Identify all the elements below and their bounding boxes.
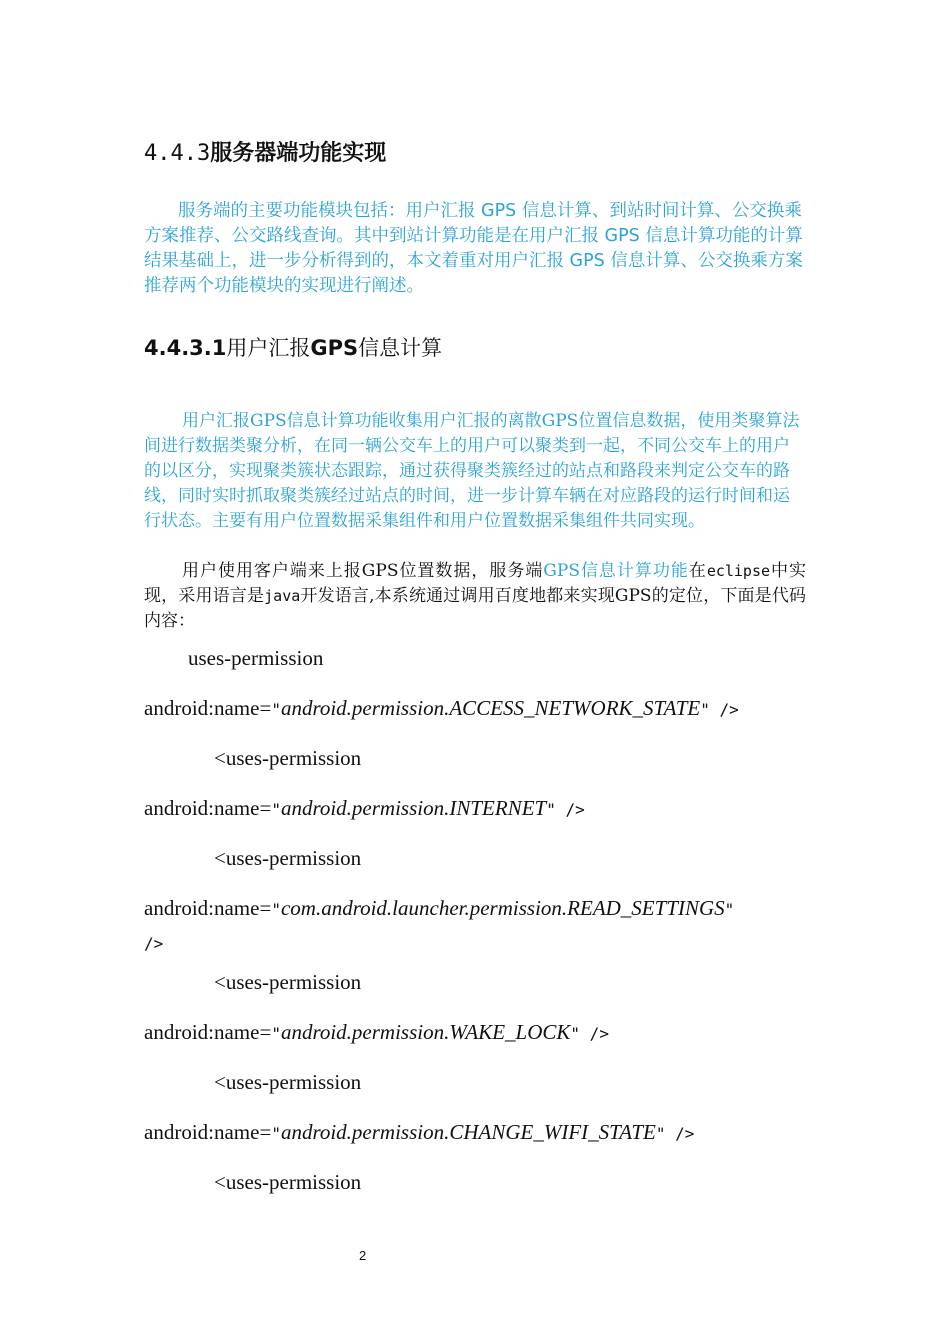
section-heading-4-4-3-1 <box>144 332 442 362</box>
code-attr: android:name= <box>144 696 272 720</box>
code-tag-3: <uses-permission <box>214 846 362 870</box>
code-quote: " <box>271 800 281 819</box>
impl-text-2: 在 <box>688 561 707 581</box>
gps-calc-paragraph: 用户汇报GPS信息计算功能收集用户汇报的离散GPS位置信息数据，使用类聚算法间进行数据类聚分析，在同一辆公交车上的用户可以聚类到一起，不同公交车上的用户的以区分，实现聚类簇状态跟踪，通过获得聚类簇经过的站点和路段来判定公交车的路线，同时实时抓取聚类簇经过站点的时间，进一步计算车辆在对应路段的运行时间和运行状态。主要有用户位置数据采集组件和用户位置数据采集组件共同实现。 <box>144 411 800 531</box>
code-close: /> <box>709 700 739 719</box>
impl-java: java <box>264 587 301 605</box>
code-attr: android:name= <box>144 1120 272 1144</box>
code-close: /> <box>144 934 164 953</box>
intro-paragraph: 服务端的主要功能模块包括：用户汇报 GPS 信息计算、到站时间计算、公交换乘方案推荐、公交路线查询。其中到站计算功能是在用户汇报 GPS 信息计算功能的计算结果基础上，进一步分析得到的，本文着重对用户汇报 GPS 信息计算、公交换乘方案推荐两个功能模块的实现进行阐述。 <box>144 201 803 296</box>
section-heading-4-4-3 <box>144 136 386 167</box>
code-quote: " <box>271 900 281 919</box>
code-quote: " <box>271 700 281 719</box>
code-quote: " <box>570 1024 581 1043</box>
code-attr: android:name= <box>144 1020 272 1044</box>
code-line-4 <box>144 796 585 821</box>
code-line-2 <box>144 696 739 721</box>
code-perm-3: com.android.launcher.permission.READ_SETTINGS <box>280 896 725 920</box>
impl-text-3: 中实现，采用语言是 <box>144 561 806 606</box>
code-line-10 <box>144 1120 694 1145</box>
code-perm-5: android.permission.CHANGE_WIFI_STATE <box>280 1120 656 1144</box>
section-number: 4.4.3 <box>144 141 211 166</box>
subsection-title-c: 信息计算 <box>358 336 443 360</box>
code-perm-4: android.permission.WAKE_LOCK <box>280 1020 571 1044</box>
code-close: /> <box>665 1124 695 1143</box>
code-tag-2: <uses-permission <box>214 746 362 770</box>
code-quote: " <box>655 1124 666 1143</box>
code-perm-1: android.permission.ACCESS_NETWORK_STATE <box>280 696 701 720</box>
subsection-title-b: GPS <box>310 336 359 360</box>
code-quote: " <box>700 700 710 719</box>
code-line-6 <box>144 896 734 921</box>
code-close: /> <box>580 1024 609 1043</box>
code-line-1: uses-permission <box>188 646 324 670</box>
code-quote: " <box>546 800 556 819</box>
subsection-number: 4.4.3.1 <box>144 336 227 360</box>
code-quote: " <box>271 1124 281 1143</box>
code-tag-5: <uses-permission <box>214 1070 362 1094</box>
code-tag-6: <uses-permission <box>214 1170 362 1194</box>
code-attr: android:name= <box>144 896 272 920</box>
code-attr: android:name= <box>144 796 272 820</box>
page-number: 2 <box>359 1248 367 1263</box>
code-tag-4: <uses-permission <box>214 970 362 994</box>
section-title: 服务器端功能实现 <box>210 141 387 166</box>
code-line-6-close <box>144 930 163 955</box>
impl-text-1: 用户使用客户端来上报GPS位置数据，服务端 <box>182 561 544 581</box>
subsection-title-a: 用户汇报 <box>226 336 311 360</box>
impl-eclipse: eclipse <box>706 562 771 580</box>
impl-text-4: 开发语言,本系统通过调用百度地都来实现GPS的定位，下面是代码内容： <box>144 586 807 631</box>
implementation-paragraph <box>144 559 806 634</box>
code-quote: " <box>271 1024 281 1043</box>
code-perm-2: android.permission.INTERNET <box>280 796 547 820</box>
code-close: /> <box>555 800 585 819</box>
code-line-8 <box>144 1020 609 1045</box>
code-quote: " <box>724 900 735 919</box>
impl-link-text: GPS信息计算功能 <box>543 561 689 581</box>
